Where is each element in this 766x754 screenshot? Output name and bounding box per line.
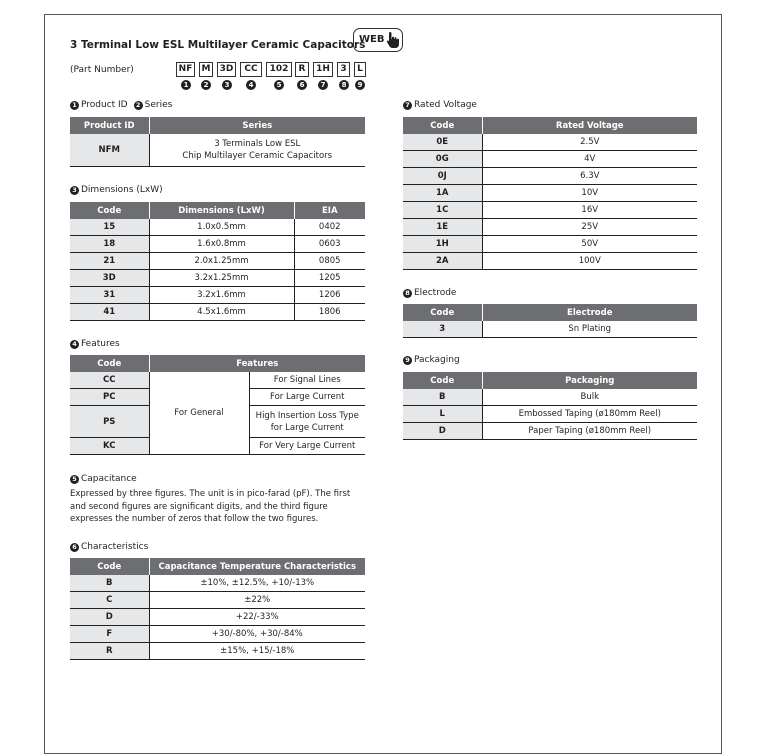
table-cell: 6.3V (482, 168, 697, 185)
code-cell: PS (70, 406, 149, 438)
table-cell: ±15%, +15/-18% (149, 643, 365, 660)
section-heading-characteristics (70, 542, 148, 552)
table-row (403, 406, 697, 423)
pn-index-badge: 8 (339, 80, 349, 90)
table-row (403, 236, 697, 253)
feature-group-cell: For General (149, 372, 249, 455)
table-row (403, 389, 697, 406)
section-title: Product ID (81, 100, 128, 110)
column-header: Product ID (70, 117, 149, 134)
series-line: Chip Multilayer Ceramic Capacitors (182, 151, 333, 161)
section-heading-dimensions (70, 185, 163, 195)
table-row (403, 185, 697, 202)
pn-index-badge: 6 (297, 80, 307, 90)
section-number-badge: 2 (134, 101, 143, 110)
table-cell: For Signal Lines (249, 372, 365, 389)
table-row (403, 151, 697, 168)
series-line: 3 Terminals Low ESL (214, 139, 301, 149)
code-cell: 31 (70, 287, 149, 304)
table-cell: 50V (482, 236, 697, 253)
section-heading-packaging (403, 355, 460, 365)
feature-line: High Insertion Loss Type (255, 410, 359, 421)
table-row (70, 609, 365, 626)
pn-box: L (354, 62, 366, 77)
code-cell: R (70, 643, 149, 660)
table-row (70, 236, 365, 253)
table-row (403, 219, 697, 236)
table-cell: 2.0x1.25mm (149, 253, 294, 270)
table-cell: ±10%, ±12.5%, +10/-13% (149, 575, 365, 592)
table-cell: +30/-80%, +30/-84% (149, 626, 365, 643)
rated-voltage-table (403, 117, 697, 270)
section-number-badge: 7 (403, 101, 412, 110)
table-row (403, 168, 697, 185)
column-header: Code (70, 202, 149, 219)
table-cell: 100V (482, 253, 697, 270)
table-row (70, 134, 365, 167)
pn-box: 3 (337, 62, 350, 77)
section-heading-features (70, 339, 120, 349)
pn-index-badge: 7 (318, 80, 328, 90)
capacitance-description (70, 488, 365, 526)
pn-box: 102 (266, 62, 292, 77)
table-row (403, 321, 697, 338)
table-row (70, 253, 365, 270)
paragraph-line: expresses the number of zeros that follow the two figures. (70, 514, 319, 524)
table-row (403, 253, 697, 270)
code-cell: CC (70, 372, 149, 389)
code-cell: 15 (70, 219, 149, 236)
code-cell: 1E (403, 219, 482, 236)
table-cell: For Large Current (249, 389, 365, 406)
code-cell: F (70, 626, 149, 643)
code-cell: 1H (403, 236, 482, 253)
table-cell: Embossed Taping (ø180mm Reel) (482, 406, 697, 423)
table-cell: +22/-33% (149, 609, 365, 626)
table-cell: 1206 (294, 287, 365, 304)
section-number-badge: 1 (70, 101, 79, 110)
code-cell: 0G (403, 151, 482, 168)
electrode-table (403, 304, 697, 338)
code-cell: PC (70, 389, 149, 406)
table-cell: ±22% (149, 592, 365, 609)
code-cell: D (70, 609, 149, 626)
table-cell: Bulk (482, 389, 697, 406)
pn-index-badge: 3 (222, 80, 232, 90)
page-title: 3 Terminal Low ESL Multilayer Ceramic Capacitors (70, 39, 366, 51)
table-cell: 3.2x1.25mm (149, 270, 294, 287)
section-heading-rated-voltage (403, 100, 477, 110)
column-header: Series (149, 117, 365, 134)
section-title: Characteristics (81, 542, 149, 552)
table-row (70, 592, 365, 609)
column-header: Code (403, 372, 482, 389)
pn-index-badge: 2 (201, 80, 211, 90)
code-cell: B (70, 575, 149, 592)
column-header: Code (70, 355, 149, 372)
column-header: Rated Voltage (482, 117, 697, 134)
column-header: EIA (294, 202, 365, 219)
table-cell: 3.2x1.6mm (149, 287, 294, 304)
column-header: Dimensions (LxW) (149, 202, 294, 219)
column-header: Packaging (482, 372, 697, 389)
table-cell: 4.5x1.6mm (149, 304, 294, 321)
web-label: WEB (359, 34, 385, 45)
pn-index-badge: 4 (246, 80, 256, 90)
section-heading-electrode (403, 288, 456, 298)
series-cell (149, 134, 365, 167)
section-title: Series (144, 100, 173, 110)
section-number-badge: 4 (70, 340, 79, 349)
characteristics-table (70, 558, 365, 660)
code-cell: KC (70, 438, 149, 455)
table-row (403, 134, 697, 151)
section-number-badge: 5 (70, 475, 79, 484)
table-row (70, 270, 365, 287)
section-title: Packaging (414, 355, 460, 365)
table-cell: 0402 (294, 219, 365, 236)
table-row (403, 202, 697, 219)
table-cell: 10V (482, 185, 697, 202)
table-cell: 2.5V (482, 134, 697, 151)
column-header: Code (403, 304, 482, 321)
code-cell: NFM (70, 134, 149, 167)
pn-index-badge: 5 (274, 80, 284, 90)
paragraph-line: Expressed by three figures. The unit is in pico-farad (pF). The first (70, 489, 351, 499)
section-title: Rated Voltage (414, 100, 477, 110)
code-cell: B (403, 389, 482, 406)
code-cell: 3D (70, 270, 149, 287)
column-header: Features (149, 355, 365, 372)
table-row (403, 423, 697, 440)
table-row (70, 219, 365, 236)
code-cell: 3 (403, 321, 482, 338)
table-cell: 16V (482, 202, 697, 219)
table-row (70, 304, 365, 321)
table-cell: For Very Large Current (249, 438, 365, 455)
pn-box: CC (240, 62, 262, 77)
pn-box: R (295, 62, 309, 77)
table-row (70, 575, 365, 592)
pn-index-badge: 9 (355, 80, 365, 90)
table-cell: 1.0x0.5mm (149, 219, 294, 236)
section-title: Electrode (414, 288, 457, 298)
code-cell: 21 (70, 253, 149, 270)
table-cell: 1806 (294, 304, 365, 321)
table-row (70, 372, 365, 389)
product-id-table (70, 117, 365, 167)
code-cell: 1C (403, 202, 482, 219)
dimensions-table (70, 202, 365, 321)
code-cell: 0E (403, 134, 482, 151)
section-title: Dimensions (LxW) (81, 185, 163, 195)
table-cell: 1.6x0.8mm (149, 236, 294, 253)
table-cell: Paper Taping (ø180mm Reel) (482, 423, 697, 440)
code-cell: 18 (70, 236, 149, 253)
table-cell: Sn Plating (482, 321, 697, 338)
table-row (70, 626, 365, 643)
code-cell: 41 (70, 304, 149, 321)
column-header: Electrode (482, 304, 697, 321)
paragraph-line: and second figures are significant digits, and the third figure (70, 501, 328, 512)
code-cell: L (403, 406, 482, 423)
section-number-badge: 9 (403, 356, 412, 365)
table-cell (249, 406, 365, 438)
table-row (70, 287, 365, 304)
section-title: Features (81, 339, 120, 349)
pn-box: M (199, 62, 213, 77)
table-cell: 0603 (294, 236, 365, 253)
section-heading-capacitance (70, 474, 137, 484)
column-header: Code (70, 558, 149, 575)
feature-line: for Large Current (270, 422, 344, 433)
part-number-label: (Part Number) (70, 65, 134, 75)
features-table (70, 355, 365, 455)
web-button[interactable] (353, 28, 403, 52)
section-number-badge: 6 (70, 543, 79, 552)
code-cell: D (403, 423, 482, 440)
pn-box: 1H (313, 62, 333, 77)
section-number-badge: 8 (403, 289, 412, 298)
table-cell: 0805 (294, 253, 365, 270)
code-cell: 2A (403, 253, 482, 270)
code-cell: C (70, 592, 149, 609)
table-row (70, 643, 365, 660)
pn-box: NF (176, 62, 195, 77)
section-number-badge: 3 (70, 186, 79, 195)
packaging-table (403, 372, 697, 440)
column-header: Code (403, 117, 482, 134)
pointing-hand-icon (386, 31, 400, 49)
column-header: Capacitance Temperature Characteristics (149, 558, 365, 575)
section-title: Capacitance (81, 474, 137, 484)
pn-box: 3D (217, 62, 236, 77)
table-cell: 25V (482, 219, 697, 236)
code-cell: 1A (403, 185, 482, 202)
pn-index-badge: 1 (181, 80, 191, 90)
section-heading-product-id (70, 100, 172, 110)
code-cell: 0J (403, 168, 482, 185)
table-cell: 4V (482, 151, 697, 168)
table-cell: 1205 (294, 270, 365, 287)
